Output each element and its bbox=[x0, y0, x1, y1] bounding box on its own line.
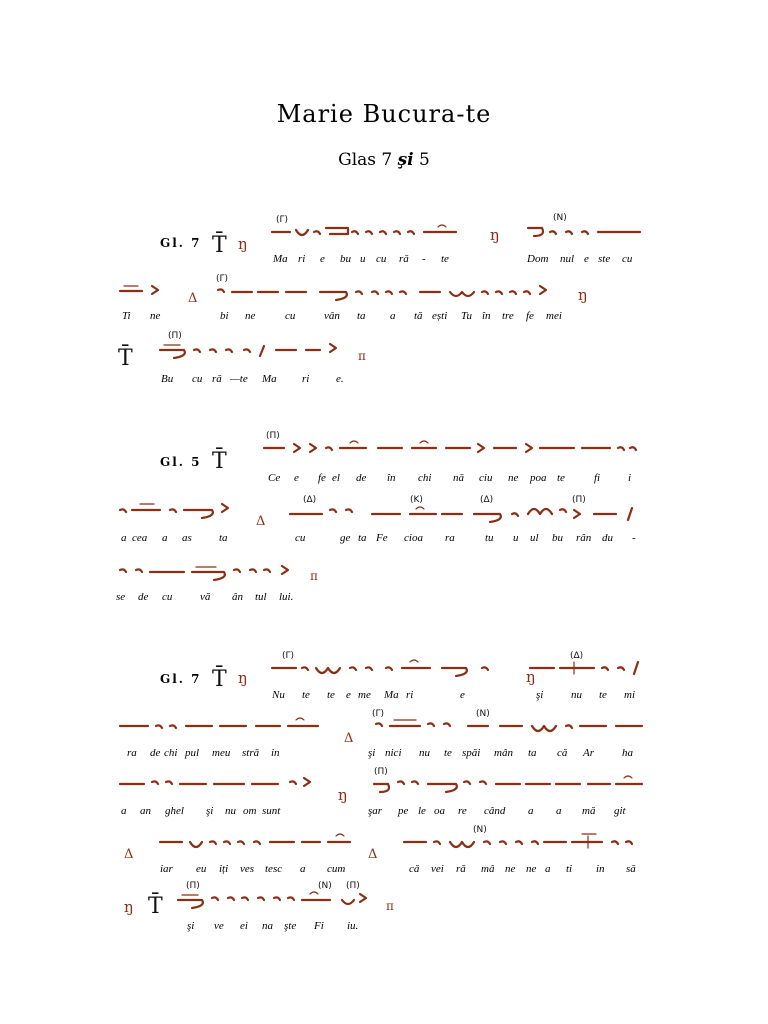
lyric-syllable: le bbox=[418, 805, 426, 817]
lyric-syllable: e. bbox=[336, 373, 344, 385]
svg-text:Δ: Δ bbox=[344, 731, 354, 746]
section-3-glas-label: Gl. 7 bbox=[160, 672, 202, 686]
lyric-syllable: ne bbox=[245, 310, 256, 322]
lyric-syllable: oa bbox=[434, 805, 445, 817]
lyric-syllable: şi bbox=[536, 689, 544, 701]
section-1-glas-label: Gl. 7 bbox=[160, 236, 202, 250]
lyric-syllable: fi bbox=[594, 472, 601, 484]
svg-text:T̄: T̄ bbox=[148, 894, 163, 919]
svg-text:(Π): (Π) bbox=[572, 495, 586, 505]
neume-line-3-3 bbox=[120, 767, 642, 804]
lyric-syllable: a bbox=[121, 805, 127, 817]
neume-line-2-2 bbox=[120, 495, 632, 529]
lyric-syllable: poa bbox=[530, 472, 547, 484]
svg-text:(Δ): (Δ) bbox=[570, 651, 584, 661]
lyric-syllable: git bbox=[614, 805, 626, 817]
lyric-syllable: în bbox=[482, 310, 491, 322]
lyric-syllable: că bbox=[409, 863, 420, 875]
lyric-syllable: ves bbox=[240, 863, 255, 875]
svg-text:ŋ: ŋ bbox=[238, 235, 248, 253]
svg-text:ŋ: ŋ bbox=[124, 898, 134, 916]
lyric-syllable: ei bbox=[240, 920, 248, 932]
svg-text:Δ: Δ bbox=[256, 514, 266, 529]
lyric-syllable: ciu bbox=[479, 472, 493, 484]
svg-text:T̄: T̄ bbox=[212, 667, 227, 692]
lyric-syllable: şi bbox=[206, 805, 214, 817]
lyric-syllable: as bbox=[182, 532, 192, 544]
lyric-syllable: cioa bbox=[404, 532, 423, 544]
lyric-syllable: cu bbox=[295, 532, 306, 544]
svg-text:(Π): (Π) bbox=[374, 767, 388, 777]
lyric-syllable: —te bbox=[230, 373, 248, 385]
lyric-syllable: du bbox=[602, 532, 613, 544]
lyric-syllable: pe bbox=[398, 805, 409, 817]
lyric-syllable: nici bbox=[385, 747, 402, 759]
lyric-syllable: tul bbox=[255, 591, 267, 603]
martyria-icon bbox=[212, 665, 248, 692]
lyric-syllable: a bbox=[162, 532, 168, 544]
lyric-syllable: te bbox=[441, 253, 449, 265]
hymn-title: Marie Bucura-te bbox=[276, 100, 492, 128]
lyric-syllable: se bbox=[116, 591, 126, 603]
svg-text:ŋ: ŋ bbox=[490, 226, 500, 244]
lyric-syllable: te bbox=[557, 472, 565, 484]
lyric-syllable: fe bbox=[318, 472, 326, 484]
lyric-syllable: Ar bbox=[583, 747, 594, 759]
lyric-syllable: pul bbox=[185, 747, 200, 759]
lyric-syllable: nu bbox=[225, 805, 236, 817]
lyric-syllable: bi bbox=[220, 310, 229, 322]
martyria-icon bbox=[212, 231, 248, 258]
svg-text:Δ: Δ bbox=[188, 291, 198, 306]
svg-text:π: π bbox=[310, 569, 318, 583]
svg-text:ŋ: ŋ bbox=[578, 286, 588, 304]
lyric-syllable: vei bbox=[431, 863, 444, 875]
svg-text:(Γ): (Γ) bbox=[276, 215, 289, 225]
lyric-syllable: cu bbox=[622, 253, 633, 265]
lyric-syllable: Nu bbox=[272, 689, 285, 701]
lyric-syllable: rân bbox=[576, 532, 592, 544]
neume-line-2-1 bbox=[264, 431, 636, 452]
lyric-syllable: tesc bbox=[265, 863, 283, 875]
lyric-syllable: stră bbox=[242, 747, 260, 759]
lyric-syllable: cu bbox=[285, 310, 296, 322]
lyric-syllable: Fe bbox=[376, 532, 388, 544]
svg-text:Δ: Δ bbox=[124, 847, 134, 862]
lyric-syllable: ne bbox=[508, 472, 519, 484]
svg-text:(Κ): (Κ) bbox=[410, 495, 423, 505]
lyric-syllable: in bbox=[271, 747, 280, 759]
lyric-syllable: chi bbox=[164, 747, 178, 759]
lyric-syllable: mi bbox=[624, 689, 635, 701]
lyric-syllable: na bbox=[262, 920, 273, 932]
lyric-syllable: ra bbox=[445, 532, 455, 544]
subtitle-suffix: 5 bbox=[413, 150, 430, 170]
section-2-glas-label: Gl. 5 bbox=[160, 455, 202, 469]
lyric-syllable: vă bbox=[200, 591, 211, 603]
lyric-syllable: cea bbox=[132, 532, 148, 544]
lyric-syllable: mâ bbox=[481, 863, 495, 875]
lyric-syllable: e bbox=[460, 689, 465, 701]
lyric-syllable: Ce bbox=[268, 472, 281, 484]
lyric-syllable: nu bbox=[571, 689, 582, 701]
lyric-syllable: sunt bbox=[262, 805, 281, 817]
lyric-syllable: ra bbox=[127, 747, 137, 759]
lyric-syllable: Ti bbox=[122, 310, 131, 322]
lyric-syllable: i bbox=[628, 472, 632, 484]
svg-text:Δ: Δ bbox=[368, 847, 378, 862]
lyric-syllable: că bbox=[557, 747, 568, 759]
lyric-syllable: me bbox=[358, 689, 371, 701]
lyric-syllable: e bbox=[320, 253, 325, 265]
svg-text:(Π): (Π) bbox=[168, 331, 182, 341]
svg-text:ŋ: ŋ bbox=[338, 786, 348, 804]
lyric-syllable: când bbox=[484, 805, 506, 817]
lyric-syllable: să bbox=[626, 863, 636, 875]
lyric-syllable: mă bbox=[582, 805, 596, 817]
lyric-syllable: iți bbox=[219, 863, 229, 875]
lyric-syllable: cu bbox=[376, 253, 387, 265]
svg-text:(N): (N) bbox=[473, 825, 487, 835]
svg-text:π: π bbox=[358, 349, 366, 363]
svg-text:T̄: T̄ bbox=[118, 346, 133, 371]
lyric-syllable: om bbox=[243, 805, 257, 817]
lyric-syllable: - bbox=[422, 253, 426, 265]
lyric-syllable: chi bbox=[418, 472, 432, 484]
lyric-syllable: an bbox=[140, 805, 151, 817]
lyric-syllable: ta bbox=[358, 532, 367, 544]
lyric-syllable: cum bbox=[327, 863, 346, 875]
lyric-syllable: cu bbox=[192, 373, 203, 385]
lyric-syllable: spăi bbox=[462, 747, 481, 759]
lyric-syllable: Ma bbox=[384, 689, 399, 701]
lyric-syllable: ne bbox=[526, 863, 537, 875]
lyric-syllable: de bbox=[138, 591, 149, 603]
lyric-syllable: Bu bbox=[161, 373, 174, 385]
lyric-syllable: ve bbox=[214, 920, 224, 932]
lyric-syllable: ri bbox=[406, 689, 414, 701]
lyric-syllable: ta bbox=[528, 747, 537, 759]
svg-text:ŋ: ŋ bbox=[238, 669, 248, 687]
lyric-syllable: şte bbox=[284, 920, 297, 932]
lyric-syllable: Tu bbox=[461, 310, 473, 322]
lyric-syllable: a bbox=[528, 805, 534, 817]
lyric-syllable: Ma bbox=[273, 253, 288, 265]
neume-line-1-2 bbox=[120, 274, 588, 306]
lyric-syllable: meu bbox=[212, 747, 231, 759]
lyric-syllable: ta bbox=[219, 532, 228, 544]
lyric-syllable: ha bbox=[622, 747, 633, 759]
neume-line-3-5 bbox=[124, 881, 394, 919]
lyric-syllable: nul bbox=[560, 253, 575, 265]
lyric-syllable: Dom bbox=[527, 253, 549, 265]
lyric-syllable: mân bbox=[494, 747, 513, 759]
lyric-syllable: bu bbox=[340, 253, 351, 265]
lyric-syllable: fe bbox=[526, 310, 534, 322]
lyric-syllable: eu bbox=[196, 863, 207, 875]
lyric-syllable: ta bbox=[357, 310, 366, 322]
lyric-syllable: şi bbox=[187, 920, 195, 932]
lyric-syllable: u bbox=[360, 253, 366, 265]
neume-line-1-3 bbox=[118, 331, 366, 371]
lyric-syllable: iar bbox=[160, 863, 173, 875]
lyric-syllable: bu bbox=[552, 532, 563, 544]
lyric-syllable: ești bbox=[432, 310, 448, 322]
svg-text:T̄: T̄ bbox=[212, 233, 227, 258]
lyric-syllable: tă bbox=[414, 310, 423, 322]
lyric-syllable: ghel bbox=[165, 805, 184, 817]
subtitle-emphasis: şi bbox=[397, 150, 414, 170]
neume-line-1-1 bbox=[272, 213, 640, 244]
lyric-syllable: mei bbox=[546, 310, 562, 322]
svg-text:(Π): (Π) bbox=[266, 431, 280, 441]
lyric-syllable: ul bbox=[530, 532, 539, 544]
lyric-syllable: lui. bbox=[279, 591, 294, 603]
lyric-syllable: a bbox=[300, 863, 306, 875]
lyric-syllable: te bbox=[302, 689, 310, 701]
svg-text:π: π bbox=[386, 899, 394, 913]
neume-line-3-4 bbox=[124, 825, 632, 862]
lyric-syllable: te bbox=[599, 689, 607, 701]
svg-text:(Δ): (Δ) bbox=[303, 495, 317, 505]
lyric-syllable: şi bbox=[368, 747, 376, 759]
svg-text:ŋ: ŋ bbox=[526, 668, 536, 686]
lyric-syllable: ri bbox=[298, 253, 306, 265]
martyria-icon bbox=[212, 447, 227, 474]
lyric-syllable: a bbox=[121, 532, 127, 544]
svg-text:(Δ): (Δ) bbox=[480, 495, 494, 505]
lyric-syllable: ră bbox=[212, 373, 222, 385]
lyric-syllable: re bbox=[458, 805, 467, 817]
lyric-syllable: de bbox=[356, 472, 367, 484]
lyric-syllable: in bbox=[596, 863, 605, 875]
lyric-syllable: tre bbox=[502, 310, 514, 322]
lyric-syllable: ne bbox=[150, 310, 161, 322]
lyric-syllable: de bbox=[150, 747, 161, 759]
svg-text:T̄: T̄ bbox=[212, 449, 227, 474]
neume-line-2-3 bbox=[120, 566, 318, 583]
neume-line-3-2 bbox=[120, 709, 642, 746]
svg-text:(Π): (Π) bbox=[186, 881, 200, 891]
lyric-syllable: Fi bbox=[314, 920, 324, 932]
lyric-syllable: ti bbox=[566, 863, 573, 875]
lyric-syllable: iu. bbox=[347, 920, 359, 932]
lyric-syllable: nu bbox=[419, 747, 430, 759]
lyric-syllable: u bbox=[513, 532, 519, 544]
subtitle-prefix: Glas 7 bbox=[338, 150, 398, 170]
lyric-syllable: cu bbox=[162, 591, 173, 603]
lyric-syllable: ge bbox=[340, 532, 351, 544]
lyric-syllable: a bbox=[556, 805, 562, 817]
lyric-syllable: te bbox=[444, 747, 452, 759]
lyric-syllable: ră bbox=[456, 863, 466, 875]
svg-text:(N): (N) bbox=[476, 709, 490, 719]
lyric-syllable: tu bbox=[485, 532, 494, 544]
lyric-syllable: e bbox=[346, 689, 351, 701]
lyric-syllable: vân bbox=[324, 310, 340, 322]
lyric-syllable: - bbox=[632, 532, 636, 544]
lyric-syllable: el bbox=[332, 472, 340, 484]
lyric-syllable: e bbox=[294, 472, 299, 484]
lyric-syllable: e bbox=[584, 253, 589, 265]
svg-text:(Γ): (Γ) bbox=[372, 709, 385, 719]
lyric-syllable: şar bbox=[368, 805, 383, 817]
svg-text:(Γ): (Γ) bbox=[282, 651, 295, 661]
lyric-syllable: ri bbox=[302, 373, 310, 385]
lyric-syllable: a bbox=[390, 310, 396, 322]
lyric-syllable: în bbox=[387, 472, 396, 484]
svg-text:(Π): (Π) bbox=[346, 881, 360, 891]
lyric-syllable: ân bbox=[232, 591, 243, 603]
lyric-syllable: ne bbox=[505, 863, 516, 875]
lyric-syllable: Ma bbox=[262, 373, 277, 385]
svg-text:(N): (N) bbox=[553, 213, 567, 223]
svg-text:(Γ): (Γ) bbox=[216, 274, 229, 284]
svg-text:(N): (N) bbox=[318, 881, 332, 891]
neume-line-3-1 bbox=[272, 651, 638, 686]
lyric-syllable: ste bbox=[598, 253, 611, 265]
lyric-syllable: te bbox=[327, 689, 335, 701]
lyric-syllable: ră bbox=[399, 253, 409, 265]
lyric-syllable: nă bbox=[453, 472, 464, 484]
lyric-syllable: a bbox=[545, 863, 551, 875]
